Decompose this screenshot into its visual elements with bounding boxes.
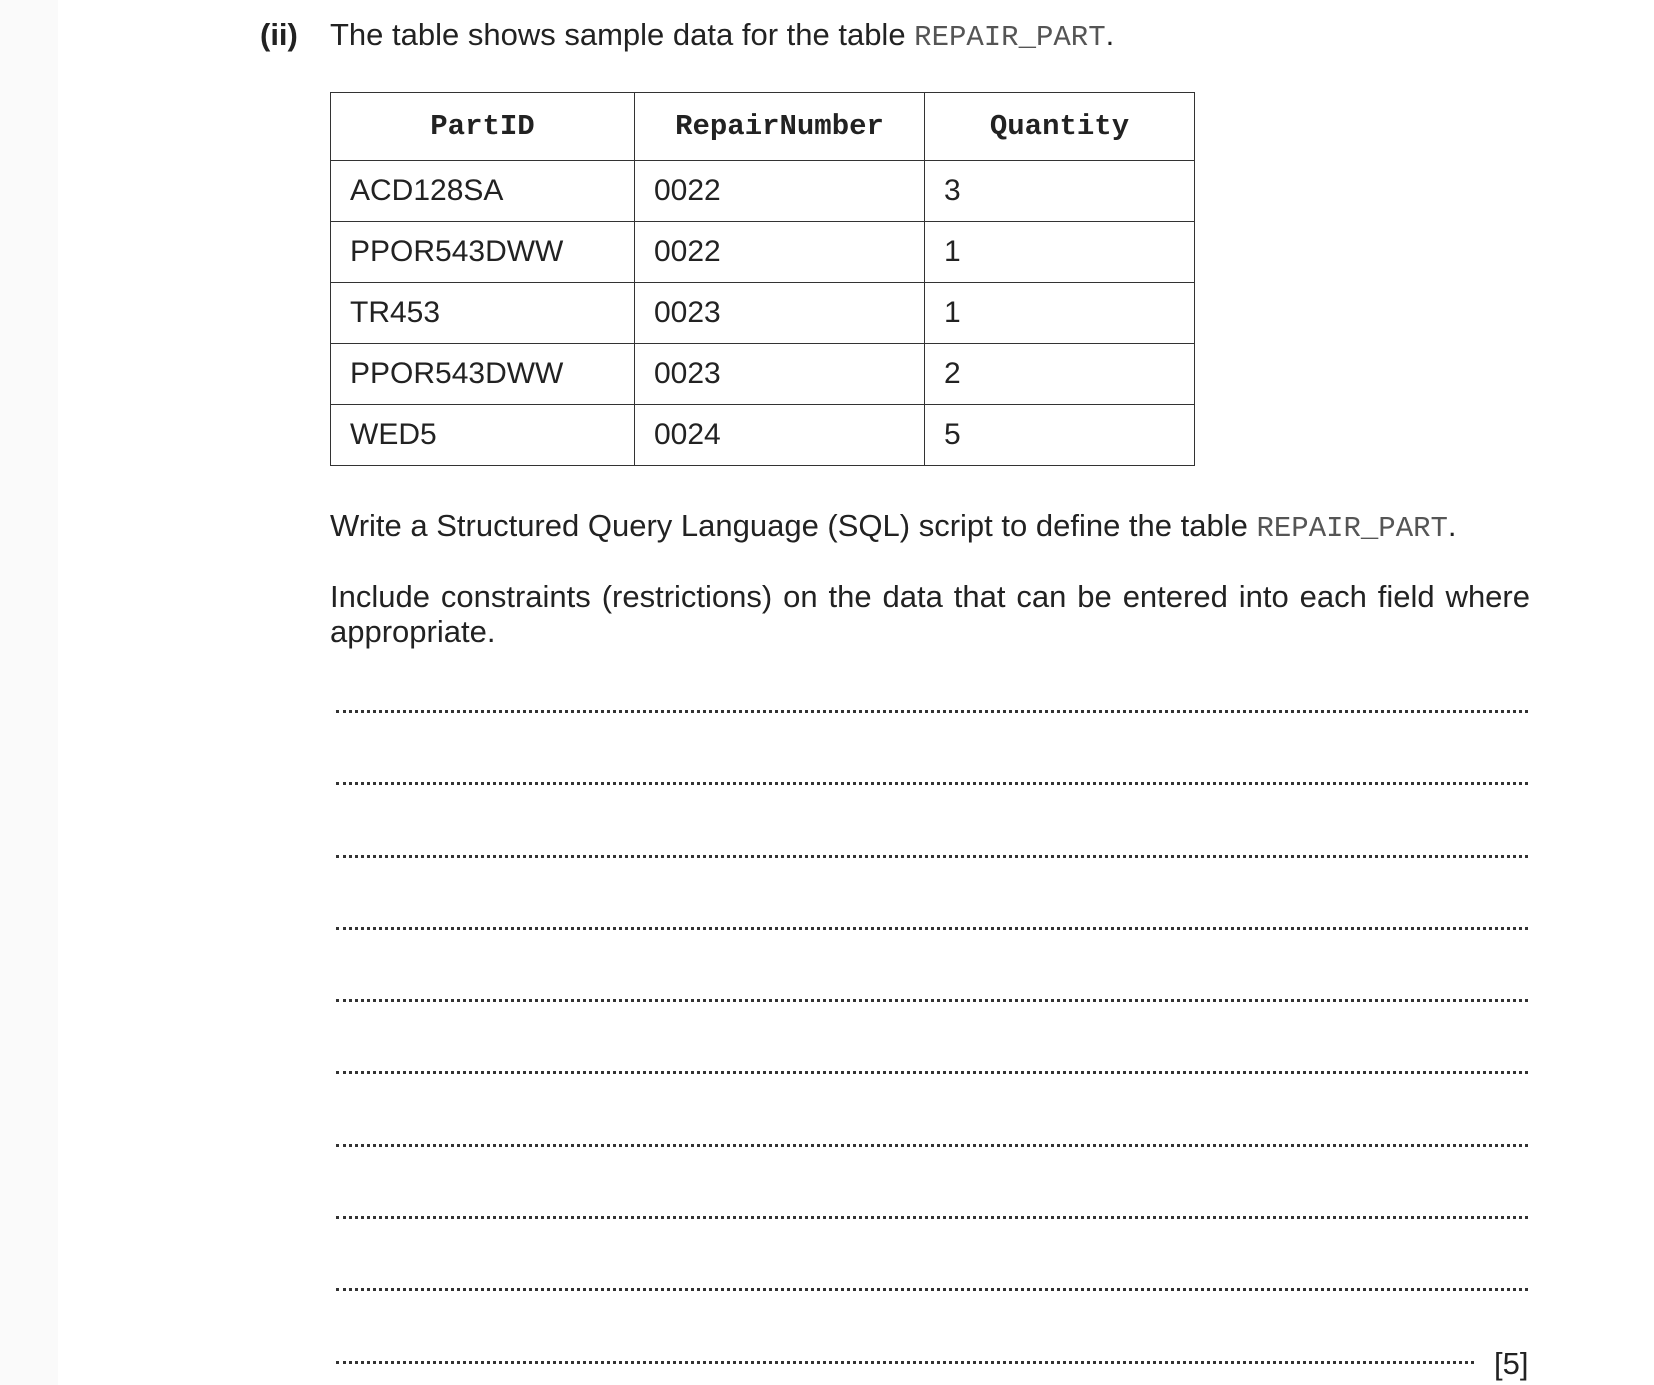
cell-partid: WED5 (331, 405, 635, 466)
question-intro (330, 16, 1114, 57)
header-quantity: Quantity (925, 93, 1195, 161)
table-header-row (331, 93, 1195, 161)
cell-repairnumber: 0022 (635, 222, 925, 283)
cell-partid: PPOR543DWW (331, 344, 635, 405)
answer-line[interactable] (336, 782, 1528, 785)
cell-repairnumber: 0024 (635, 405, 925, 466)
table-row (331, 283, 1195, 344)
cell-quantity: 3 (925, 161, 1195, 222)
answer-line[interactable] (336, 855, 1528, 858)
answer-line[interactable] (336, 1144, 1528, 1147)
table-row (331, 222, 1195, 283)
table-row (331, 161, 1195, 222)
intro-table-name: REPAIR_PART (914, 21, 1106, 54)
header-partid: PartID (331, 93, 635, 161)
cell-partid: ACD128SA (331, 161, 635, 222)
answer-line[interactable] (336, 710, 1528, 713)
instruction-table-name: REPAIR_PART (1256, 512, 1448, 545)
instruction-write-sql (330, 508, 1457, 546)
header-repairnumber: RepairNumber (635, 93, 925, 161)
answer-line[interactable] (336, 999, 1528, 1002)
answer-line[interactable] (336, 1288, 1528, 1291)
cell-quantity: 1 (925, 283, 1195, 344)
cell-repairnumber: 0022 (635, 161, 925, 222)
marks-label: [5] (1494, 1346, 1529, 1381)
cell-quantity: 2 (925, 344, 1195, 405)
instruction-text: Write a Structured Query Language (SQL) script to define the table (330, 508, 1257, 543)
question-part-label: (ii) (260, 17, 298, 52)
cell-repairnumber: 0023 (635, 344, 925, 405)
instruction-constraints: Include constraints (restrictions) on the data that can be entered into each field where appropriate. (330, 579, 1530, 649)
table-row (331, 344, 1195, 405)
sample-data-table (330, 92, 1195, 466)
answer-line[interactable] (336, 1361, 1474, 1364)
answer-line[interactable] (336, 1216, 1528, 1219)
instruction-period: . (1447, 508, 1457, 543)
cell-partid: PPOR543DWW (331, 222, 635, 283)
intro-text: The table shows sample data for the table (330, 17, 915, 52)
answer-line[interactable] (336, 927, 1528, 930)
cell-quantity: 1 (925, 222, 1195, 283)
cell-repairnumber: 0023 (635, 283, 925, 344)
cell-partid: TR453 (331, 283, 635, 344)
intro-period: . (1105, 17, 1115, 52)
cell-quantity: 5 (925, 405, 1195, 466)
answer-line[interactable] (336, 1071, 1528, 1074)
table-row (331, 405, 1195, 466)
